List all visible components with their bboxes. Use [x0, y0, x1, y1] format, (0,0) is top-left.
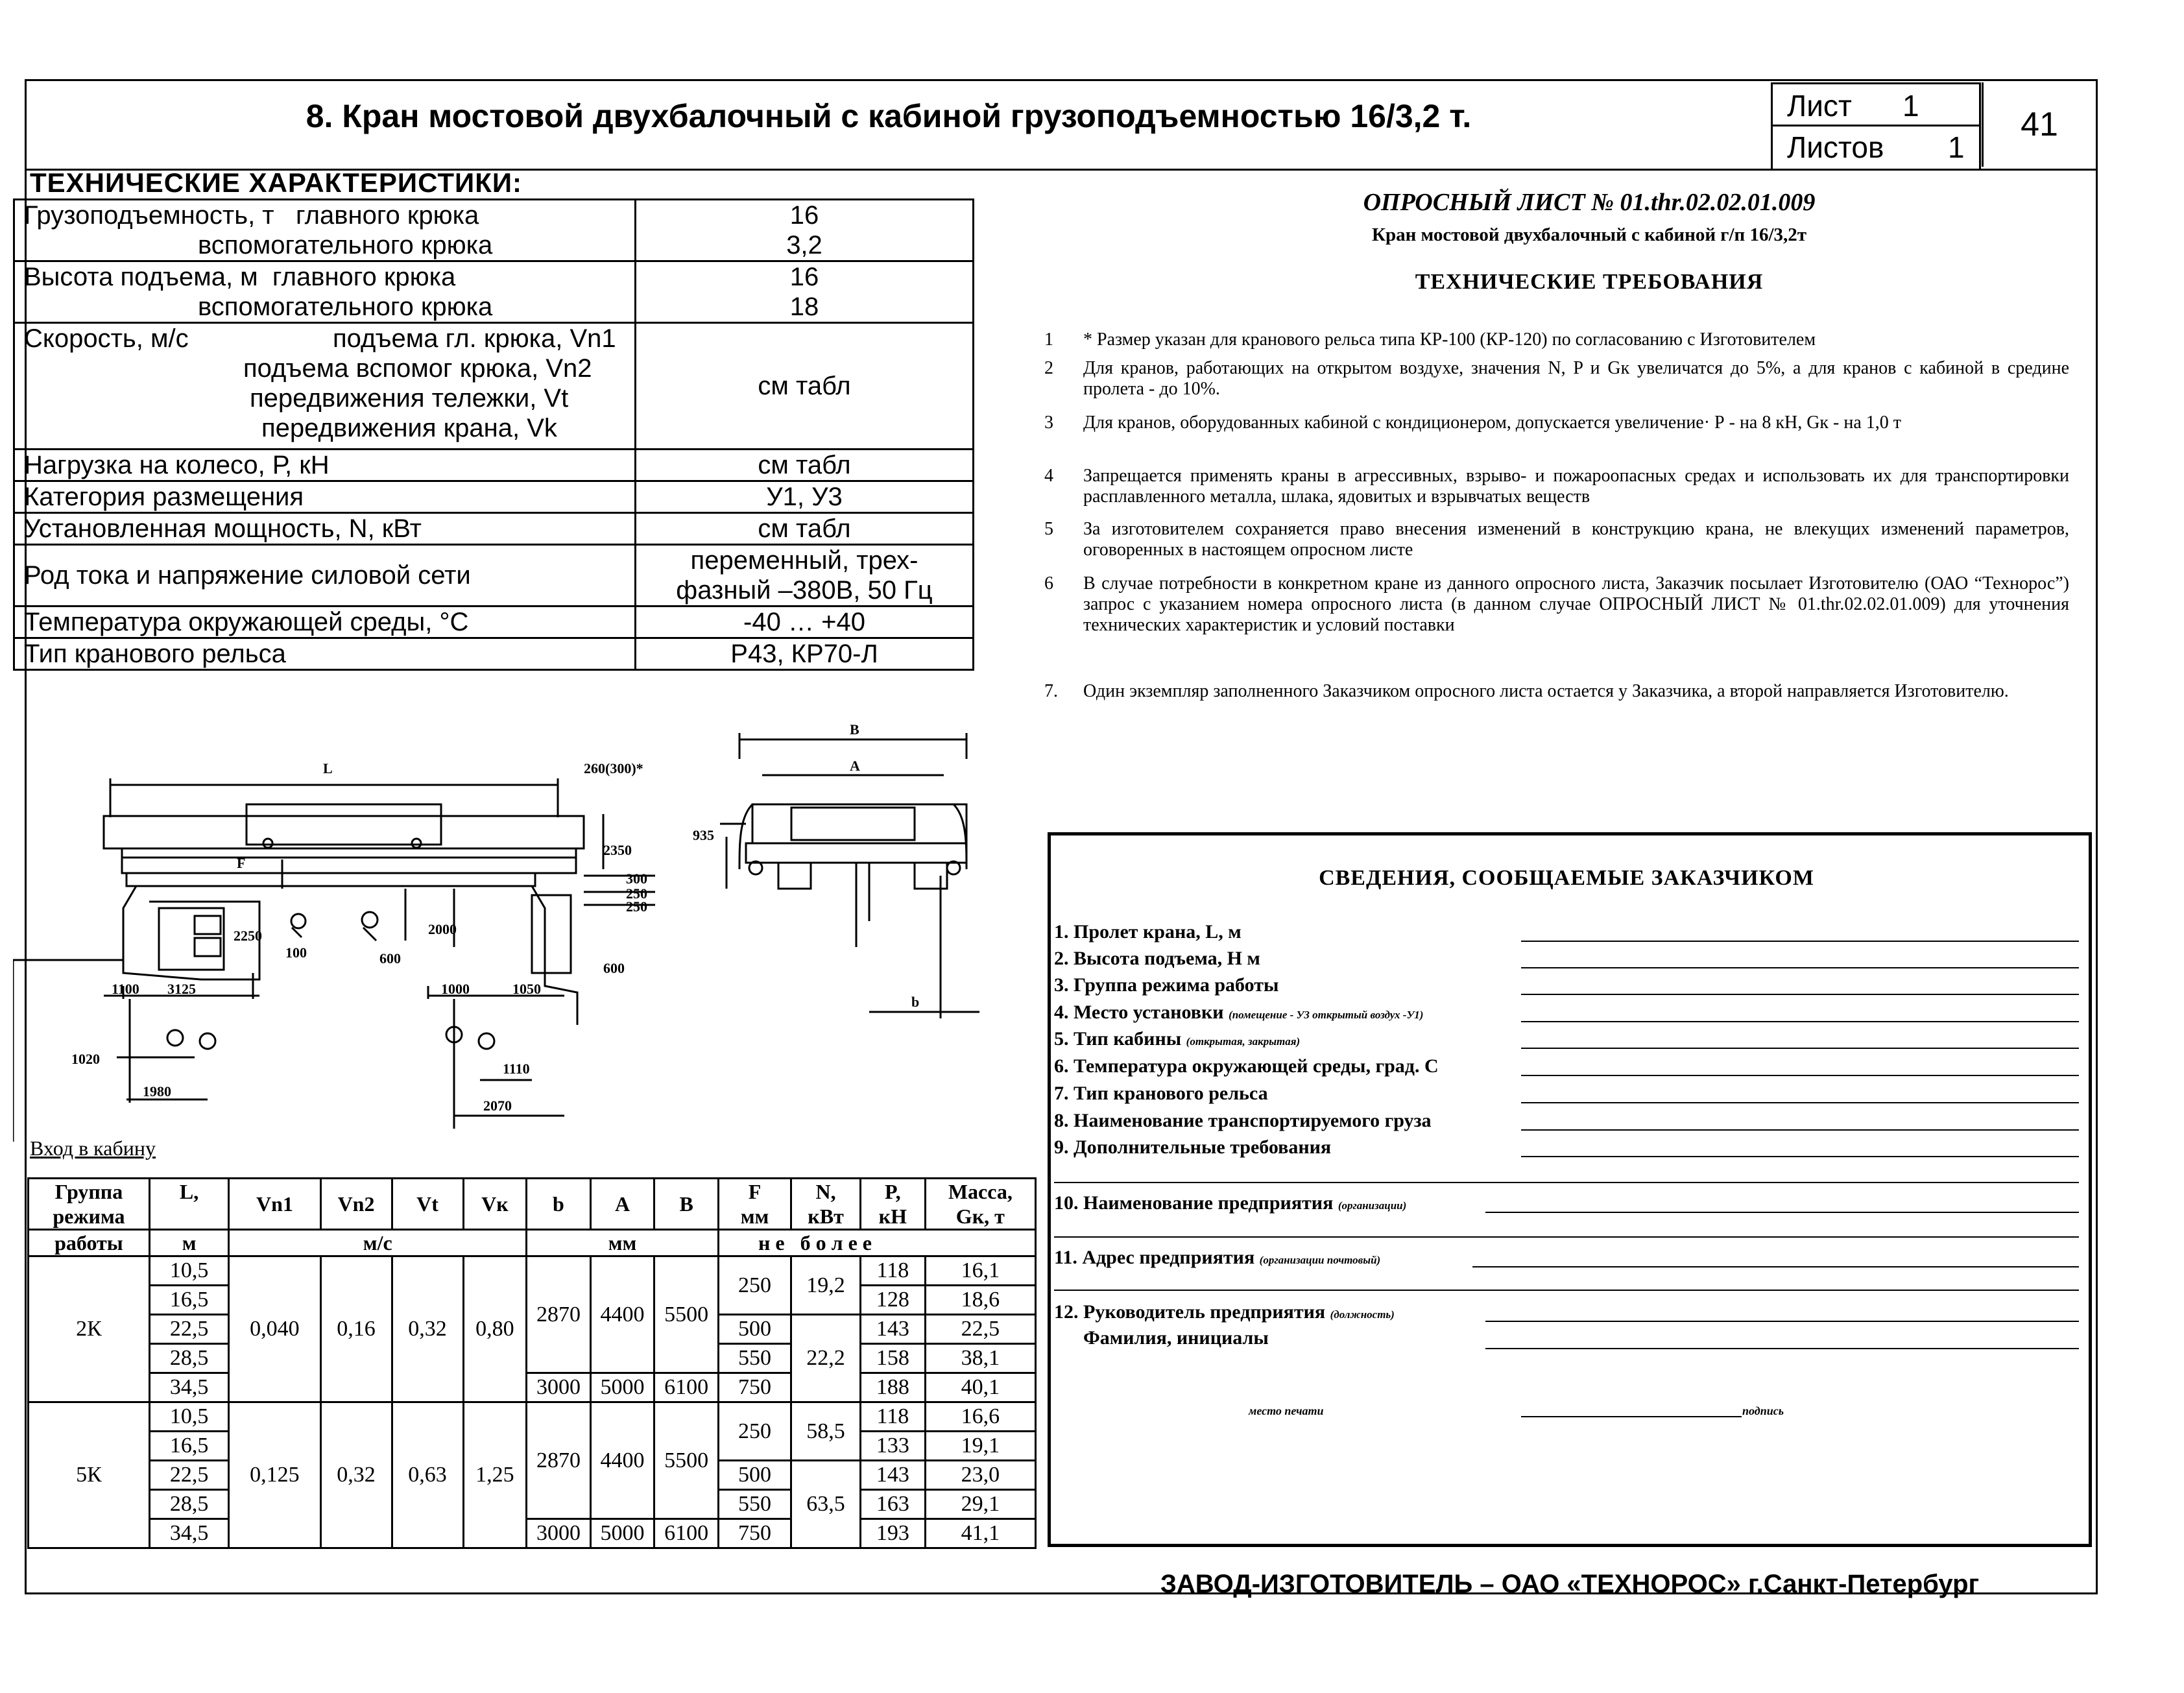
- answer-line[interactable]: [1485, 1348, 2079, 1349]
- page-title: 8. Кран мостовой двухбалочный с кабиной грузоподъемностью 16/3,2 т.: [306, 98, 1472, 134]
- th-A: A: [590, 1179, 654, 1230]
- N-cell: 19,2: [791, 1256, 861, 1315]
- questionnaire-title: ОПРОСНЫЙ ЛИСТ № 01.thr.02.02.01.009: [1363, 189, 1816, 216]
- tech-row: [14, 323, 974, 450]
- req-text: * Размер указан для кранового рельса типа КР-100 (КР-120) по согласованию с Изготовителем: [1083, 330, 1816, 350]
- mass-cell: 22,5: [925, 1315, 1035, 1344]
- svg-text:L: L: [323, 760, 333, 776]
- svg-text:1100: 1100: [112, 981, 139, 997]
- F-cell: 550: [718, 1490, 791, 1519]
- mass-cell: 29,1: [925, 1490, 1035, 1519]
- svg-text:3125: 3125: [167, 981, 196, 997]
- client-field: 5. Тип кабины (открытая, закрытая): [1054, 1028, 1301, 1050]
- tech-sublabel: подъема вспомог крюка, Vn2: [243, 354, 592, 383]
- svg-text:600: 600: [603, 960, 625, 976]
- vn2-cell: 0,16: [320, 1256, 392, 1402]
- answer-line[interactable]: [1054, 1290, 2079, 1291]
- b-cell: 3000: [527, 1519, 591, 1548]
- b-cell: 3000: [527, 1373, 591, 1402]
- answer-line[interactable]: [1521, 967, 2079, 968]
- th-group: Группа режима: [29, 1179, 150, 1230]
- sheet-value: 1: [1902, 89, 1919, 123]
- vt-cell: 0,32: [392, 1256, 463, 1402]
- th-group-3: работы: [29, 1230, 150, 1256]
- group-cell: 2К: [29, 1256, 150, 1402]
- svg-text:935: 935: [693, 827, 714, 843]
- answer-line[interactable]: [1521, 994, 2079, 995]
- P-cell: 118: [861, 1402, 926, 1432]
- client-field: 1. Пролет крана, L, м: [1054, 921, 1242, 943]
- svg-text:1020: 1020: [71, 1051, 100, 1067]
- th-mm-unit: мм: [527, 1230, 719, 1256]
- client-field: 12. Руководитель предприятия (должность): [1054, 1301, 1395, 1323]
- tech-label: Род тока и напряжение силовой сети: [14, 545, 636, 606]
- tech-value: Р43, КР70-Л: [636, 638, 974, 670]
- answer-line[interactable]: [1521, 1156, 2079, 1157]
- svg-text:1050: 1050: [512, 981, 541, 997]
- client-info-title: СВЕДЕНИЯ, СООБЩАЕМЫЕ ЗАКАЗЧИКОМ: [1319, 866, 1814, 890]
- F-cell: 250: [718, 1402, 791, 1461]
- L-cell: 22,5: [149, 1461, 228, 1490]
- answer-line[interactable]: [1472, 1266, 2079, 1267]
- svg-text:250: 250: [626, 898, 647, 915]
- req-text: Запрещается применять краны в агрессивных, взрыво- и пожароопасных средах и использовать их для транспортировки расплавленного металла, шлака, ядовитых и взрывчатых веществ: [1083, 466, 2069, 507]
- L-cell: 16,5: [149, 1286, 228, 1315]
- tech-value: 16: [789, 201, 819, 230]
- req-text: Для кранов, оборудованных кабиной с кондиционером, допускается увеличение· Р - на 8 кН, Gк - на 1,0 т: [1083, 413, 1901, 433]
- answer-line[interactable]: [1521, 1048, 2079, 1049]
- req-num: 1: [1044, 330, 1053, 350]
- entrance-label: Вход в кабину: [30, 1136, 156, 1160]
- client-field: Фамилия, инициалы: [1083, 1327, 1269, 1349]
- client-field: 11. Адрес предприятия (организации почтовый): [1054, 1247, 1381, 1268]
- tech-value: фазный –380В, 50 Гц: [676, 576, 933, 605]
- vk-cell: 0,80: [463, 1256, 527, 1402]
- svg-text:250: 250: [626, 885, 647, 902]
- F-cell: 500: [718, 1315, 791, 1344]
- svg-text:A: A: [850, 758, 860, 774]
- sheets-label: Листов: [1787, 130, 1884, 164]
- svg-text:2350: 2350: [603, 842, 632, 858]
- tech-value: У1, У3: [636, 481, 974, 513]
- tech-sublabel: передвижения тележки, Vt: [250, 384, 569, 413]
- svg-text:B: B: [850, 721, 859, 738]
- B-cell: 5500: [654, 1402, 719, 1519]
- client-field: 2. Высота подъема, Н м: [1054, 948, 1260, 969]
- L-cell: 28,5: [149, 1344, 228, 1373]
- tech-value: см табл: [636, 323, 974, 450]
- crane-data-table: [27, 1177, 1037, 1549]
- svg-text:600: 600: [379, 950, 401, 967]
- P-cell: 143: [861, 1461, 926, 1490]
- A-cell: 4400: [590, 1402, 654, 1519]
- svg-text:260(300)*: 260(300)*: [584, 760, 643, 776]
- th-vk: Vк: [463, 1179, 527, 1230]
- B-cell: 6100: [654, 1519, 719, 1548]
- sheet-info-box: [1771, 82, 1981, 171]
- client-field: 6. Температура окружающей среды, град. С: [1054, 1055, 1439, 1077]
- tech-label: вспомогательного крюка: [198, 231, 493, 259]
- tech-sublabel: передвижения крана, Vk: [261, 414, 557, 442]
- mass-cell: 40,1: [925, 1373, 1035, 1402]
- tech-row: [14, 638, 974, 670]
- mass-cell: 18,6: [925, 1286, 1035, 1315]
- tech-label: Скорость, м/с: [24, 324, 189, 353]
- B-cell: 6100: [654, 1373, 719, 1402]
- mass-cell: 38,1: [925, 1344, 1035, 1373]
- P-cell: 163: [861, 1490, 926, 1519]
- svg-text:2000: 2000: [428, 921, 457, 937]
- b-cell: 2870: [527, 1256, 591, 1373]
- signature-line[interactable]: [1521, 1416, 1742, 1417]
- sheet-label: Лист: [1787, 89, 1852, 123]
- tech-row: [14, 261, 974, 323]
- req-text: Один экземпляр заполненного Заказчиком опросного листа остается у Заказчика, а второй направляется Изготовителю.: [1083, 681, 2009, 701]
- answer-line[interactable]: [1485, 1212, 2079, 1213]
- req-text: За изготовителем сохраняется право внесения изменений в конструкцию крана, не влекущих изменений параметров, оговоренных в настоящем опросном листе: [1083, 519, 2069, 560]
- tech-value: 16: [789, 263, 819, 291]
- F-cell: 250: [718, 1256, 791, 1315]
- b-cell: 2870: [527, 1402, 591, 1519]
- sheets-value: 1: [1948, 130, 1965, 164]
- th-N: N, кВт: [791, 1179, 861, 1230]
- P-cell: 133: [861, 1432, 926, 1461]
- req-num: 7.: [1044, 681, 1058, 701]
- tech-value: 3,2: [786, 231, 822, 259]
- tech-label: Грузоподъемность, т главного крюка: [24, 201, 479, 230]
- answer-line[interactable]: [1521, 1129, 2079, 1131]
- svg-text:2250: 2250: [234, 928, 262, 944]
- tech-value: 18: [789, 293, 819, 321]
- th-vn1: Vn1: [229, 1179, 320, 1230]
- vn2-cell: 0,32: [320, 1402, 392, 1548]
- th-b: b: [527, 1179, 591, 1230]
- tech-row: [14, 450, 974, 481]
- tech-value: -40 … +40: [636, 606, 974, 638]
- mass-cell: 23,0: [925, 1461, 1035, 1490]
- svg-text:F: F: [237, 855, 246, 871]
- client-field: 10. Наименование предприятия (организации): [1054, 1192, 1407, 1214]
- page-number: 41: [1982, 82, 2095, 167]
- req-text: В случае потребности в конкретном кране из данного опросного листа, Заказчик посылает Изготовителю (ОАО “Технорос”) запрос с указанием номера опросного листа (в данном случае ОПРОСНЫЙ ЛИСТ № 01.thr.02.02.01.009) для уточнения технических характеристик и условий поставки: [1083, 573, 2069, 635]
- L-cell: 10,5: [149, 1256, 228, 1286]
- answer-line[interactable]: [1521, 1102, 2079, 1103]
- F-cell: 550: [718, 1344, 791, 1373]
- tech-label: Установленная мощность, N, кВт: [14, 513, 636, 545]
- tech-row: [14, 513, 974, 545]
- crane-drawing: [13, 714, 1025, 1168]
- manufacturer-footer: ЗАВОД-ИЗГОТОВИТЕЛЬ – ОАО «ТЕХНОРОС» г.Санкт-Петербург: [1160, 1570, 1980, 1598]
- tech-table: [13, 198, 974, 671]
- L-cell: 28,5: [149, 1490, 228, 1519]
- F-cell: 750: [718, 1373, 791, 1402]
- L-cell: 22,5: [149, 1315, 228, 1344]
- tech-label: Высота подъема, м главного крюка: [24, 263, 456, 291]
- A-cell: 4400: [590, 1256, 654, 1373]
- mass-cell: 16,6: [925, 1402, 1035, 1432]
- P-cell: 118: [861, 1256, 926, 1286]
- answer-line[interactable]: [1054, 1182, 2079, 1183]
- client-field: 7. Тип кранового рельса: [1054, 1083, 1268, 1104]
- vk-cell: 1,25: [463, 1402, 527, 1548]
- mass-cell: 41,1: [925, 1519, 1035, 1548]
- client-field: 3. Группа режима работы: [1054, 974, 1279, 996]
- vn1-cell: 0,125: [229, 1402, 320, 1548]
- svg-text:1980: 1980: [143, 1083, 171, 1099]
- req-text: Для кранов, работающих на открытом воздухе, значения N, P и Gк увеличатся до 5%, а для кранов с кабиной в средине пролета - до 10%.: [1083, 358, 2069, 399]
- L-cell: 16,5: [149, 1432, 228, 1461]
- A-cell: 5000: [590, 1519, 654, 1548]
- tech-label: вспомогательного крюка: [198, 293, 493, 321]
- answer-line[interactable]: [1521, 941, 2079, 942]
- tech-value: см табл: [636, 450, 974, 481]
- answer-line[interactable]: [1485, 1321, 2079, 1322]
- client-field: 4. Место установки (помещение - У3 открытый воздух -У1): [1054, 1002, 1424, 1023]
- P-cell: 143: [861, 1315, 926, 1344]
- vn1-cell: 0,040: [229, 1256, 320, 1402]
- requirements-heading: ТЕХНИЧЕСКИЕ ТРЕБОВАНИЯ: [1415, 270, 1764, 294]
- tech-row: [14, 481, 974, 513]
- vt-cell: 0,63: [392, 1402, 463, 1548]
- group-cell: 5К: [29, 1402, 150, 1548]
- tech-label: Тип кранового рельса: [14, 638, 636, 670]
- client-field: 9. Дополнительные требования: [1054, 1136, 1332, 1158]
- mass-cell: 16,1: [925, 1256, 1035, 1286]
- svg-text:b: b: [911, 994, 920, 1010]
- tech-row: [14, 606, 974, 638]
- N-cell: 63,5: [791, 1461, 861, 1548]
- th-F: F мм: [718, 1179, 791, 1230]
- N-cell: 22,2: [791, 1315, 861, 1402]
- P-cell: 128: [861, 1286, 926, 1315]
- L-cell: 34,5: [149, 1373, 228, 1402]
- th-vt: Vt: [392, 1179, 463, 1230]
- tech-label: Нагрузка на колесо, Р, кН: [14, 450, 636, 481]
- th-B: B: [654, 1179, 719, 1230]
- tech-title: ТЕХНИЧЕСКИЕ ХАРАКТЕРИСТИКИ:: [30, 167, 523, 198]
- P-cell: 188: [861, 1373, 926, 1402]
- svg-text:300: 300: [626, 871, 647, 887]
- L-cell: 34,5: [149, 1519, 228, 1548]
- req-num: 3: [1044, 413, 1053, 433]
- answer-line[interactable]: [1521, 1021, 2079, 1022]
- req-num: 5: [1044, 519, 1053, 539]
- tech-value: переменный, трех-: [690, 546, 918, 575]
- stamp-place-label: место печати: [1249, 1404, 1324, 1417]
- N-cell: 58,5: [791, 1402, 861, 1461]
- mass-cell: 19,1: [925, 1432, 1035, 1461]
- req-num: 6: [1044, 573, 1053, 594]
- svg-text:100: 100: [285, 944, 307, 961]
- th-L: L,: [149, 1179, 228, 1230]
- signature-label: подпись: [1742, 1404, 1784, 1417]
- questionnaire-subtitle: Кран мостовой двухбалочный с кабиной г/п 16/3,2т: [1371, 224, 1807, 245]
- answer-line[interactable]: [1054, 1236, 2079, 1238]
- L-cell: 10,5: [149, 1402, 228, 1432]
- tech-label: Категория размещения: [14, 481, 636, 513]
- th-limit: н е б о л е е: [718, 1230, 1035, 1256]
- tech-label: Температура окружающей среды, °С: [14, 606, 636, 638]
- tech-sublabel: подъема гл. крюка, Vn1: [333, 324, 616, 353]
- tech-value: см табл: [636, 513, 974, 545]
- th-P: P, кН: [861, 1179, 926, 1230]
- req-num: 2: [1044, 358, 1053, 378]
- A-cell: 5000: [590, 1373, 654, 1402]
- th-speed-unit: м/с: [229, 1230, 527, 1256]
- P-cell: 158: [861, 1344, 926, 1373]
- req-num: 4: [1044, 466, 1053, 486]
- P-cell: 193: [861, 1519, 926, 1548]
- th-mass: Масса, Gк, т: [925, 1179, 1035, 1230]
- th-L-unit: м: [149, 1230, 228, 1256]
- B-cell: 5500: [654, 1256, 719, 1373]
- client-field: 8. Наименование транспортируемого груза: [1054, 1110, 1432, 1131]
- F-cell: 750: [718, 1519, 791, 1548]
- th-vn2: Vn2: [320, 1179, 392, 1230]
- tech-row: [14, 545, 974, 606]
- svg-text:1110: 1110: [503, 1061, 530, 1077]
- answer-line[interactable]: [1521, 1075, 2079, 1076]
- svg-text:1000: 1000: [441, 981, 470, 997]
- svg-text:2070: 2070: [483, 1098, 512, 1114]
- tech-row: [14, 200, 974, 261]
- F-cell: 500: [718, 1461, 791, 1490]
